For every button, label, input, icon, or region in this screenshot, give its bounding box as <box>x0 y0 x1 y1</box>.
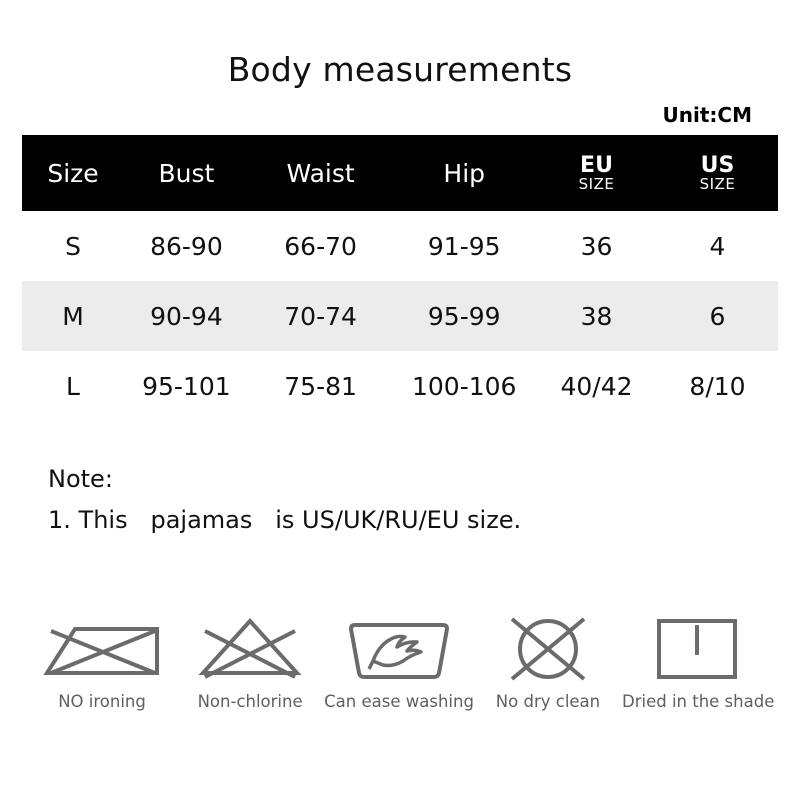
page-title: Body measurements <box>227 50 573 89</box>
care-label: Can ease washing <box>324 692 474 711</box>
cell-eu: 36 <box>580 231 613 261</box>
cell-hip: 95-99 <box>392 281 536 351</box>
cell-size: L <box>66 371 80 401</box>
care-item-ease-washing <box>324 608 474 711</box>
column-header-waist: Waist <box>249 135 393 211</box>
table-header <box>22 135 778 211</box>
cell-us: 6 <box>657 281 778 351</box>
non-chlorine-icon <box>176 608 324 688</box>
unit-label: Unit:CM <box>662 103 752 127</box>
note-heading: Note: <box>48 465 113 493</box>
ease-washing-icon <box>324 608 474 688</box>
column-header-us <box>657 135 778 211</box>
column-header-hip: Hip <box>392 135 536 211</box>
column-header-us-label: US <box>700 152 735 178</box>
size-table-container <box>22 135 778 421</box>
care-instructions-row <box>28 608 775 711</box>
table-header-row <box>22 135 778 211</box>
dried-in-shade-icon <box>622 608 772 688</box>
cell-waist: 70-74 <box>249 281 393 351</box>
care-item-non-chlorine <box>176 608 324 711</box>
cell-bust: 90-94 <box>124 281 249 351</box>
care-label: Non-chlorine <box>197 692 303 711</box>
cell-bust: 86-90 <box>150 231 223 261</box>
cell-waist: 66-70 <box>284 231 357 261</box>
cell-us: 8/10 <box>689 371 746 401</box>
table-row <box>22 351 778 421</box>
cell-eu: 40/42 <box>560 371 633 401</box>
care-label: NO ironing <box>58 692 146 711</box>
cell-size: M <box>22 281 124 351</box>
column-header-size: Size <box>22 135 124 211</box>
table-row <box>22 281 778 351</box>
column-header-bust: Bust <box>124 135 249 211</box>
note-line-1: 1. This pajamas is US/UK/RU/EU size. <box>48 505 522 534</box>
care-item-no-ironing <box>28 608 176 711</box>
notes-section <box>48 459 800 541</box>
care-label: Dried in the shade <box>622 692 775 711</box>
no-ironing-icon <box>28 608 176 688</box>
care-item-no-dry-clean <box>474 608 622 711</box>
table-row <box>22 211 778 281</box>
column-header-eu-label: EU <box>580 152 613 178</box>
cell-bust: 95-101 <box>142 371 231 401</box>
column-header-eu <box>536 135 657 211</box>
cell-hip: 100-106 <box>411 371 517 401</box>
cell-waist: 75-81 <box>284 371 357 401</box>
table-body <box>22 211 778 421</box>
size-table <box>22 135 778 421</box>
column-header-us-sub: SIZE <box>699 174 736 193</box>
cell-eu: 38 <box>536 281 657 351</box>
care-item-dried-in-shade <box>622 608 775 711</box>
cell-us: 4 <box>709 231 726 261</box>
no-dry-clean-icon <box>474 608 622 688</box>
care-label: No dry clean <box>495 692 601 711</box>
column-header-eu-sub: SIZE <box>578 174 615 193</box>
cell-hip: 91-95 <box>427 231 501 261</box>
cell-size: S <box>65 231 81 261</box>
